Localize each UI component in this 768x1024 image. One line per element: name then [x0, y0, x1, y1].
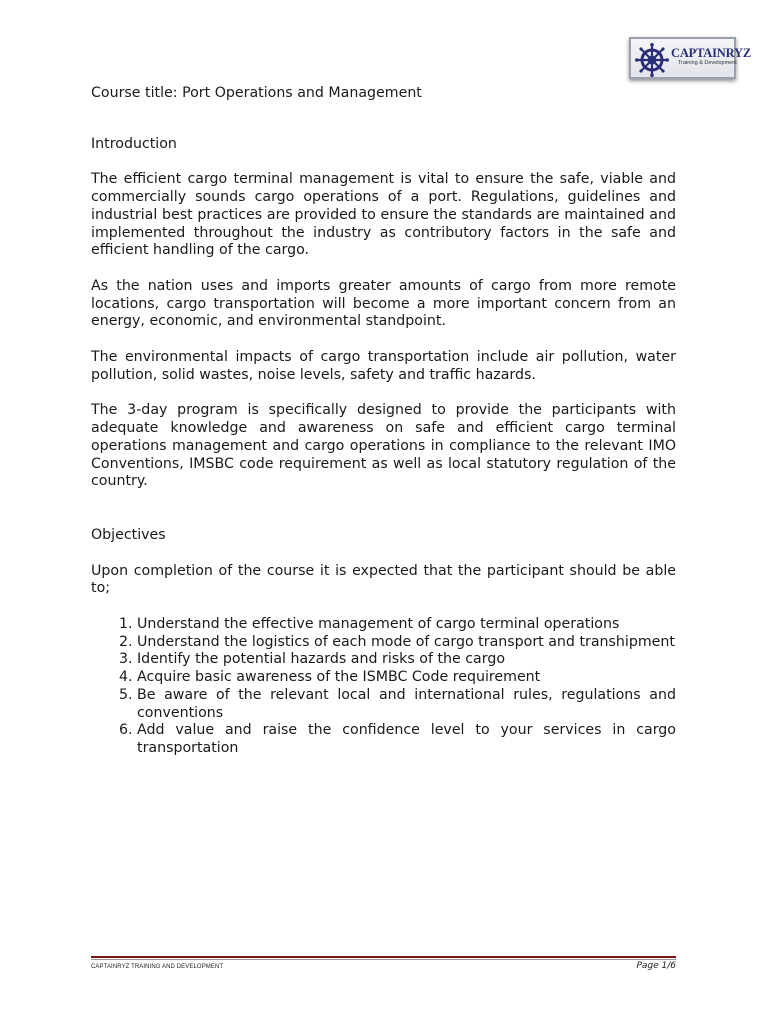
- company-logo: [629, 37, 751, 79]
- objective-item: 4. Acquire basic awareness of the ISMBC Code requirement: [137, 669, 676, 687]
- objective-item: 3. Identify the potential hazards and risks of the cargo: [137, 651, 676, 669]
- intro-paragraph: As the nation uses and imports greater amounts of cargo from more remote locations, cargo transportation will become a more important concern from an energy, economic, and environmental standpoint.: [91, 277, 676, 330]
- objectives-heading: Objectives: [91, 526, 166, 543]
- ship-wheel-icon: [635, 43, 669, 77]
- objectives-list: [91, 616, 676, 758]
- logo-brand-name: CAPTAINRYZ: [671, 46, 751, 60]
- footer-divider-thin: [91, 959, 676, 960]
- objective-item: 5. Be aware of the relevant local and international rules, regulations and conventions: [137, 687, 676, 722]
- objective-item: 1. Understand the effective management of cargo terminal operations: [137, 616, 676, 634]
- objectives-lead: Upon completion of the course it is expected that the participant should be able to;: [91, 562, 676, 597]
- logo-tagline: Training & Development: [678, 60, 737, 66]
- intro-paragraph: The 3-day program is specifically designed to provide the participants with adequate knowledge and awareness on safe and efficient cargo terminal operations management and cargo operations in compliance to the relevant IMO Conventions, IMSBC code requirement as well as local statutory regulation of the country.: [91, 402, 676, 490]
- intro-paragraph: The efficient cargo terminal management is vital to ensure the safe, viable and commercially sounds cargo operations of a port. Regulations, guidelines and industrial best practices are provided to ensure the standards are maintained and implemented throughout the industry as contributory factors in the safe and efficient handling of the cargo.: [91, 171, 676, 259]
- page-number: Page 1/6: [636, 961, 676, 971]
- introduction-heading: Introduction: [91, 135, 177, 152]
- footer-company-name: CAPTAINRYZ TRAINING AND DEVELOPMENT: [91, 964, 224, 970]
- objective-item: 2. Understand the logistics of each mode of cargo transport and transhipment: [137, 634, 676, 652]
- document-body: [91, 85, 676, 758]
- intro-paragraph: The environmental impacts of cargo transportation include air pollution, water pollution, solid wastes, noise levels, safety and traffic hazards.: [91, 349, 676, 383]
- footer-divider: [91, 956, 676, 958]
- course-title: Course title: Port Operations and Management: [91, 85, 422, 101]
- objective-item: 6. Add value and raise the confidence level to your services in cargo transportation: [137, 722, 676, 757]
